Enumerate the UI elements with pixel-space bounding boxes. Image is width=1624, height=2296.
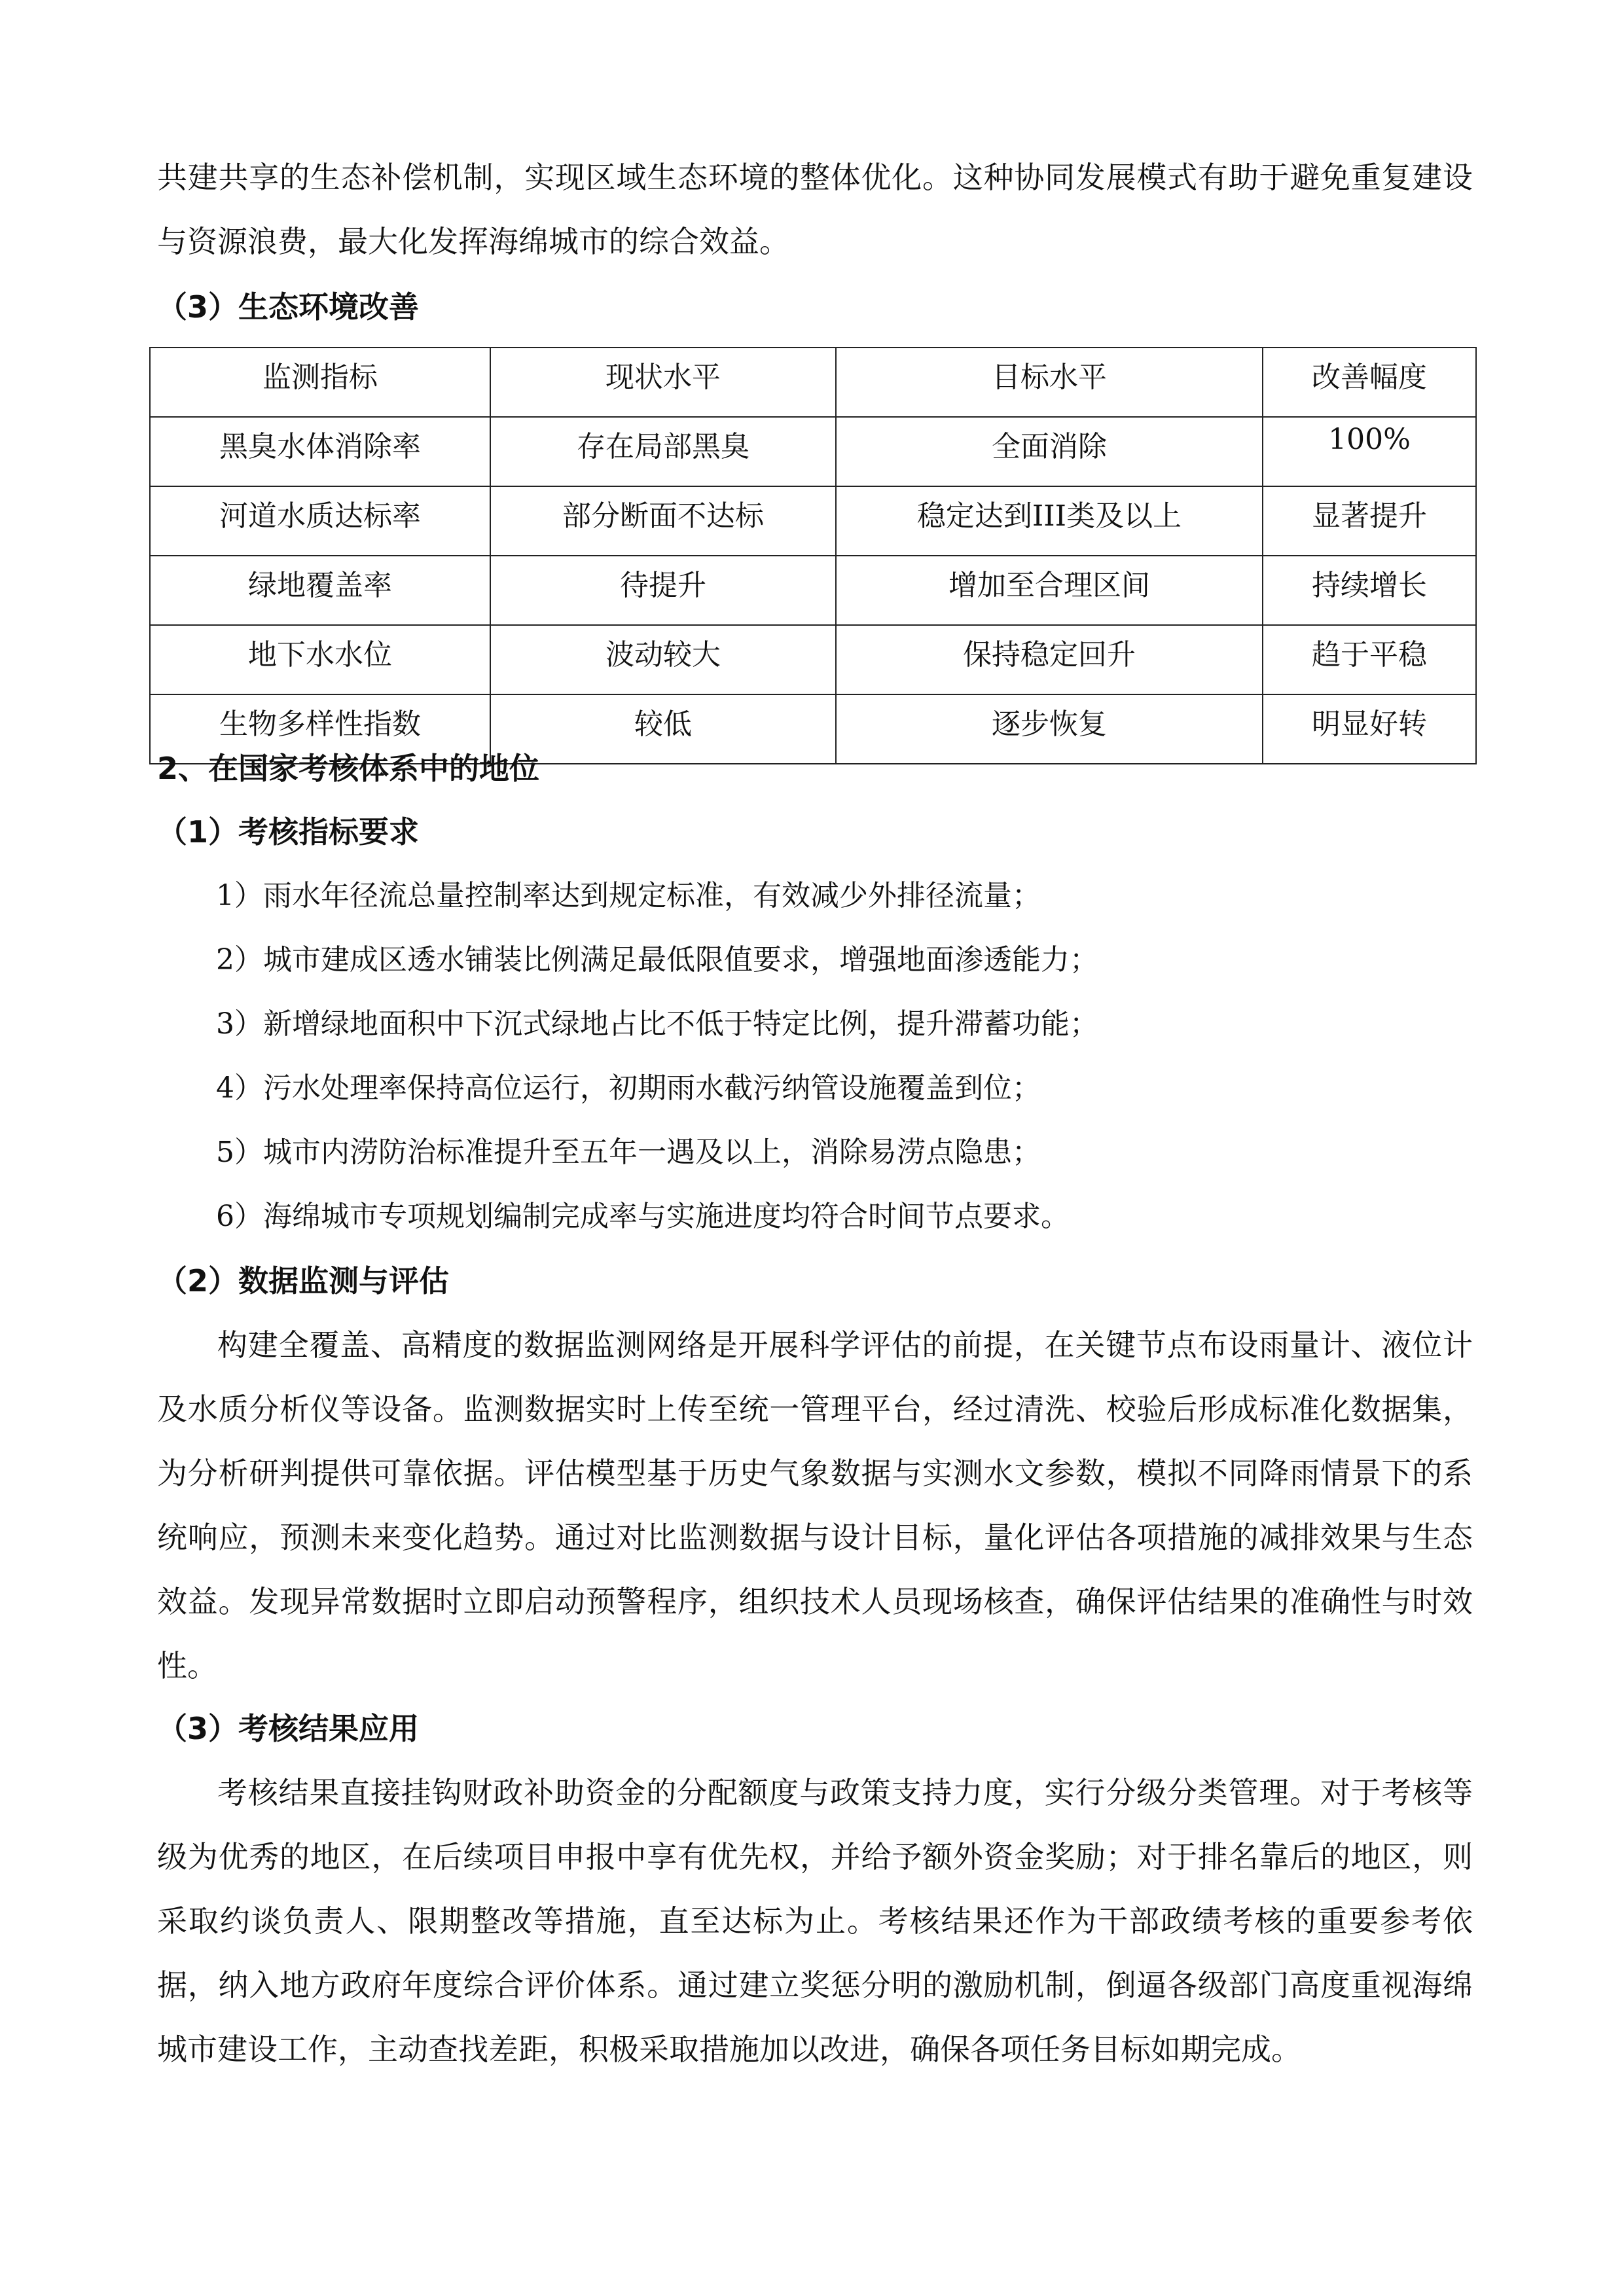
table-cell: 明显好转 bbox=[1263, 694, 1476, 764]
table-cell: 增加至合理区间 bbox=[836, 556, 1263, 625]
table-header-cell: 监测指标 bbox=[150, 348, 490, 417]
table-cell: 河道水质达标率 bbox=[150, 486, 490, 556]
table-cell: 稳定达到III类及以上 bbox=[836, 486, 1263, 556]
table-cell: 生物多样性指数 bbox=[150, 694, 490, 764]
requirement-item: 6）海绵城市专项规划编制完成率与实施进度均符合时间节点要求。 bbox=[216, 1200, 1070, 1233]
table-cell: 显著提升 bbox=[1263, 486, 1476, 556]
intro-paragraph bbox=[157, 145, 1473, 274]
table-cell: 波动较大 bbox=[490, 625, 836, 694]
sub-3-heading: （3）考核结果应用 bbox=[157, 1711, 420, 1746]
monitoring-text: 构建全覆盖、高精度的数据监测网络是开展科学评估的前提，在关键节点布设雨量计、液位计及水质分析仪等设备。监测数据实时上传至统一管理平台，经过清洗、校验后形成标准化数据集，为分析研判提供可靠依据。评估模型基于历史气象数据与实测水文参数，模拟不同降雨情景下的系统响应，预测未来变化趋势。通过对比监测数据与设计目标，量化评估各项措施的减排效果与生态效益。发现异常数据时立即启动预警程序，组织技术人员现场核查，确保评估结果的准确性与时效性。 bbox=[157, 1327, 1473, 1683]
table-row bbox=[150, 417, 1476, 486]
table-cell: 较低 bbox=[490, 694, 836, 764]
table-row bbox=[150, 556, 1476, 625]
table-header-cell: 现状水平 bbox=[490, 348, 836, 417]
results-paragraph bbox=[157, 1761, 1473, 2081]
table-cell: 待提升 bbox=[490, 556, 836, 625]
section-3-heading: （3）生态环境改善 bbox=[157, 289, 420, 325]
table-cell: 趋于平稳 bbox=[1263, 625, 1476, 694]
table-header-cell: 目标水平 bbox=[836, 348, 1263, 417]
table-cell: 黑臭水体消除率 bbox=[150, 417, 490, 486]
table-header-row bbox=[150, 348, 1476, 417]
table-cell: 全面消除 bbox=[836, 417, 1263, 486]
table-cell: 地下水水位 bbox=[150, 625, 490, 694]
results-text: 考核结果直接挂钩财政补助资金的分配额度与政策支持力度，实行分级分类管理。对于考核等级为优秀的地区，在后续项目申报中享有优先权，并给予额外资金奖励；对于排名靠后的地区，则采取约谈负责人、限期整改等措施，直至达标为止。考核结果还作为干部政绩考核的重要参考依据，纳入地方政府年度综合评价体系。通过建立奖惩分明的激励机制，倒逼各级部门高度重视海绵城市建设工作，主动查找差距，积极采取措施加以改进，确保各项任务目标如期完成。 bbox=[157, 1775, 1473, 2067]
table-header-cell: 改善幅度 bbox=[1263, 348, 1476, 417]
requirement-item: 3）新增绿地面积中下沉式绿地占比不低于特定比例，提升滞蓄功能； bbox=[216, 1007, 1098, 1041]
table-cell: 绿地覆盖率 bbox=[150, 556, 490, 625]
requirement-item: 4）污水处理率保持高位运行，初期雨水截污纳管设施覆盖到位； bbox=[216, 1071, 1041, 1105]
table-row bbox=[150, 625, 1476, 694]
table-cell: 保持稳定回升 bbox=[836, 625, 1263, 694]
table-cell: 100% bbox=[1263, 417, 1476, 486]
table-cell: 存在局部黑臭 bbox=[490, 417, 836, 486]
requirement-item: 2）城市建成区透水铺装比例满足最低限值要求，增强地面渗透能力； bbox=[216, 943, 1098, 977]
table-row bbox=[150, 486, 1476, 556]
section-2-heading: 2、在国家考核体系中的地位 bbox=[157, 751, 540, 786]
intro-text: 共建共享的生态补偿机制，实现区域生态环境的整体优化。这种协同发展模式有助于避免重复建设与资源浪费，最大化发挥海绵城市的综合效益。 bbox=[157, 160, 1473, 259]
table-cell: 逐步恢复 bbox=[836, 694, 1263, 764]
requirement-item: 5）城市内涝防治标准提升至五年一遇及以上，消除易涝点隐患； bbox=[216, 1136, 1041, 1169]
monitoring-table bbox=[149, 347, 1477, 764]
requirement-item: 1）雨水年径流总量控制率达到规定标准，有效减少外排径流量； bbox=[216, 879, 1041, 912]
monitoring-paragraph bbox=[157, 1313, 1473, 1698]
sub-2-heading: （2）数据监测与评估 bbox=[157, 1263, 450, 1299]
table-cell: 持续增长 bbox=[1263, 556, 1476, 625]
sub-1-heading: （1）考核指标要求 bbox=[157, 814, 420, 850]
table-cell: 部分断面不达标 bbox=[490, 486, 836, 556]
